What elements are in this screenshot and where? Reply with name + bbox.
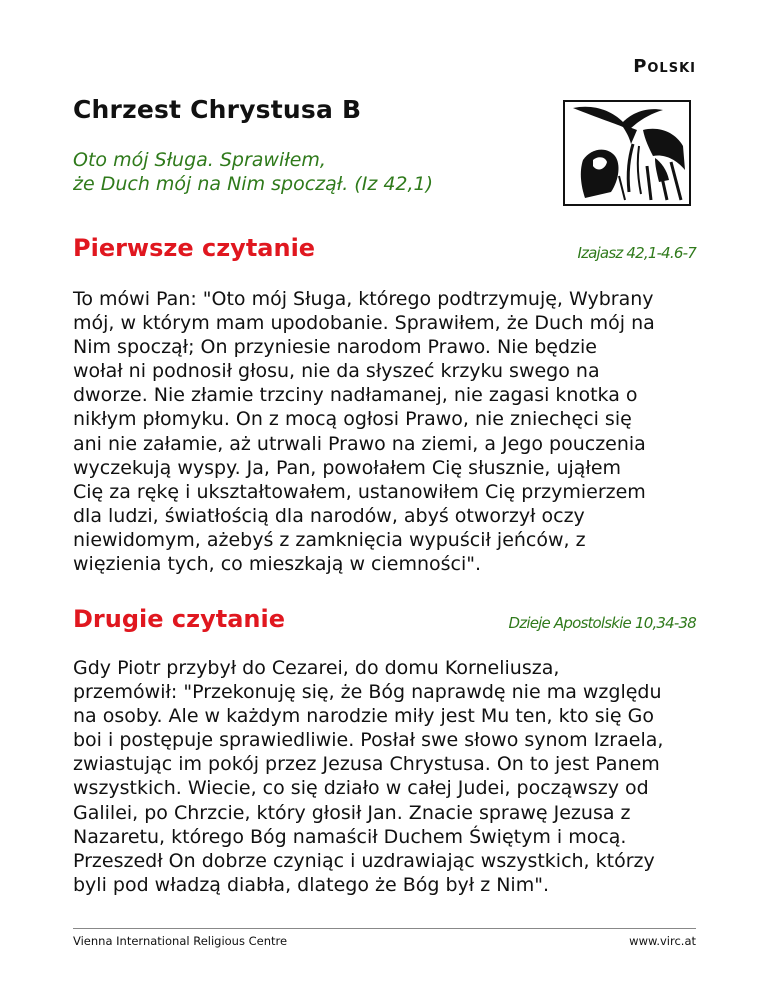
footer-organization: Vienna International Religious Centre (73, 934, 288, 948)
reading-line: dworze. Nie złamie trzciny nadłamanej, nie zagasi knotka o (73, 384, 638, 407)
reading-line: wyczekują wyspy. Ja, Pan, powołałem Cię słusznie, ująłem (73, 456, 622, 479)
reading-line: boi i postępuje sprawiedliwie. Posłał swe słowo synom Izraela, (73, 729, 664, 752)
reading-line: Galilei, po Chrzcie, który głosił Jan. Znacie sprawę Jezusa z (73, 801, 631, 824)
reading-line: mój, w którym mam upodobanie. Sprawiłem, że Duch mój na (73, 312, 655, 335)
page-title: Chrzest Chrystusa B (73, 95, 362, 124)
theme-verse (73, 148, 433, 196)
baptism-dove-illustration-icon (563, 100, 691, 206)
reading-line: nikłym płomyku. On z mocą ogłosi Prawo, nie zniechęci się (73, 408, 632, 431)
footer-divider (73, 928, 696, 929)
footer-website-link[interactable]: www.virc.at (629, 934, 696, 948)
reading-line: Gdy Piotr przybył do Cezarei, do domu Korneliusza, (73, 657, 560, 679)
reading-line: wołał ni podnosił głosu, nie da słyszeć krzyku swego na (73, 360, 600, 383)
reading-line: na osoby. Ale w każdym narodzie miły jest Mu ten, kto się Go (73, 705, 654, 728)
reading-line: przemówił: "Przekonuję się, że Bóg naprawdę nie ma względu (73, 681, 662, 704)
theme-verse-line: Oto mój Sługa. Sprawiłem, (73, 149, 326, 171)
reading-line: Nim spoczął; On przyniesie narodom Prawo. Nie będzie (73, 336, 597, 359)
reading-heading-first: Pierwsze czytanie (73, 234, 316, 262)
language-label: Polski (633, 56, 696, 77)
reading-reference-first: Izajasz 42,1-4.6-7 (577, 244, 696, 262)
reading-line: niewidomym, ażebyś z zamknięcia wypuścił jeńców, z (73, 528, 586, 551)
reading-line: wszystkich. Wiecie, co się działo w całej Judei, począwszy od (73, 777, 649, 800)
reading-line: byli pod władzą diabła, dlatego że Bóg był z Nim". (73, 873, 549, 896)
reading-text-first (73, 287, 705, 576)
reading-line: zwiastując im pokój przez Jezusa Chrystusa. On to jest Panem (73, 753, 660, 776)
reading-line: więzienia tych, co mieszkają w ciemności". (73, 553, 482, 576)
reading-reference-second: Dzieje Apostolskie 10,34-38 (508, 614, 696, 632)
reading-line: dla ludzi, światłością dla narodów, abyś otworzył oczy (73, 504, 585, 527)
reading-text-second (73, 656, 705, 897)
reading-line: To mówi Pan: "Oto mój Sługa, którego podtrzymuję, Wybrany (73, 288, 654, 310)
reading-line: Przeszedł On dobrze czyniąc i uzdrawiając wszystkich, którzy (73, 849, 655, 872)
reading-heading-second: Drugie czytanie (73, 605, 285, 633)
theme-verse-line: że Duch mój na Nim spoczął. (Iz 42,1) (73, 173, 434, 195)
reading-line: Nazaretu, którego Bóg namaścił Duchem Świętym i mocą. (73, 825, 627, 848)
reading-line: Cię za rękę i ukształtowałem, ustanowiłem Cię przymierzem (73, 480, 646, 503)
reading-line: ani nie załamie, aż utrwali Prawo na ziemi, a Jego pouczenia (73, 432, 646, 455)
